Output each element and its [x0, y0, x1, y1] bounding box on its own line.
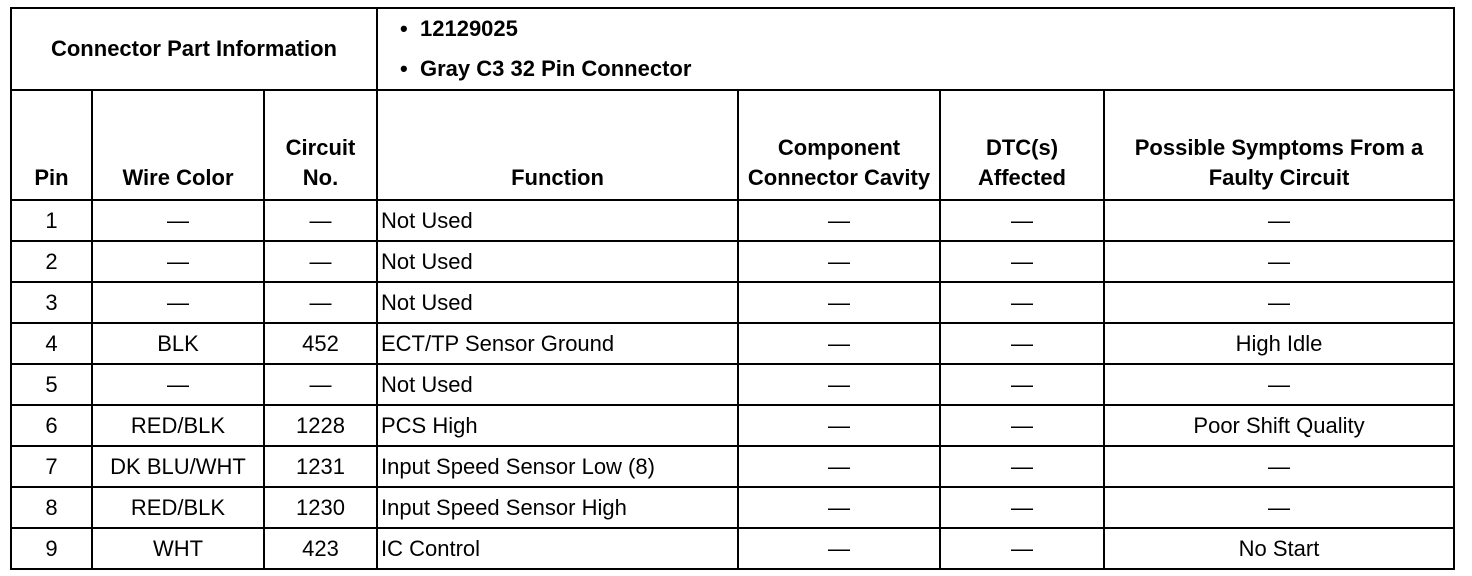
- table-row: [11, 241, 1454, 282]
- cell-circuit-no: —: [264, 200, 377, 241]
- cell-dtc: —: [940, 528, 1104, 569]
- table-row: [11, 528, 1454, 569]
- cell-pin: 6: [11, 405, 92, 446]
- connector-info-label: Connector Part Information: [11, 8, 377, 90]
- header-function: Function: [377, 90, 738, 200]
- cell-wire-color: —: [92, 241, 264, 282]
- cell-circuit-no: 423: [264, 528, 377, 569]
- cell-symptoms: —: [1104, 282, 1454, 323]
- cell-wire-color: WHT: [92, 528, 264, 569]
- cell-pin: 4: [11, 323, 92, 364]
- cell-dtc: —: [940, 364, 1104, 405]
- cell-dtc: —: [940, 405, 1104, 446]
- cell-component-cavity: —: [738, 364, 940, 405]
- header-circuit-no: Circuit No.: [264, 90, 377, 200]
- cell-symptoms: —: [1104, 446, 1454, 487]
- pin-table: [10, 89, 1455, 570]
- cell-circuit-no: 1228: [264, 405, 377, 446]
- cell-dtc: —: [940, 241, 1104, 282]
- cell-component-cavity: —: [738, 282, 940, 323]
- connector-description: • Gray C3 32 Pin Connector: [420, 49, 1453, 89]
- cell-pin: 3: [11, 282, 92, 323]
- cell-pin: 8: [11, 487, 92, 528]
- cell-dtc: —: [940, 446, 1104, 487]
- cell-wire-color: BLK: [92, 323, 264, 364]
- cell-function: PCS High: [377, 405, 738, 446]
- cell-component-cavity: —: [738, 405, 940, 446]
- cell-wire-color: —: [92, 200, 264, 241]
- table-row: [11, 323, 1454, 364]
- header-dtc: DTC(s) Affected: [940, 90, 1104, 200]
- cell-function: ECT/TP Sensor Ground: [377, 323, 738, 364]
- cell-pin: 2: [11, 241, 92, 282]
- cell-dtc: —: [940, 200, 1104, 241]
- header-symptoms: Possible Symptoms From a Faulty Circuit: [1104, 90, 1454, 200]
- connector-document: [10, 7, 1453, 570]
- cell-component-cavity: —: [738, 528, 940, 569]
- connector-info-values: [377, 8, 1454, 90]
- cell-dtc: —: [940, 487, 1104, 528]
- cell-wire-color: —: [92, 282, 264, 323]
- cell-function: Not Used: [377, 364, 738, 405]
- cell-function: Input Speed Sensor High: [377, 487, 738, 528]
- table-row: [11, 405, 1454, 446]
- cell-component-cavity: —: [738, 200, 940, 241]
- cell-pin: 5: [11, 364, 92, 405]
- cell-circuit-no: —: [264, 364, 377, 405]
- cell-symptoms: —: [1104, 200, 1454, 241]
- cell-function: Not Used: [377, 282, 738, 323]
- cell-wire-color: DK BLU/WHT: [92, 446, 264, 487]
- cell-wire-color: RED/BLK: [92, 405, 264, 446]
- table-row: [11, 282, 1454, 323]
- cell-dtc: —: [940, 323, 1104, 364]
- cell-pin: 1: [11, 200, 92, 241]
- header-component-cavity: Component Connector Cavity: [738, 90, 940, 200]
- table-row: [11, 446, 1454, 487]
- pin-table-header-row: [11, 90, 1454, 200]
- cell-component-cavity: —: [738, 241, 940, 282]
- cell-symptoms: —: [1104, 241, 1454, 282]
- table-row: [11, 487, 1454, 528]
- cell-symptoms: High Idle: [1104, 323, 1454, 364]
- cell-function: Not Used: [377, 200, 738, 241]
- cell-function: Not Used: [377, 241, 738, 282]
- cell-dtc: —: [940, 282, 1104, 323]
- cell-circuit-no: —: [264, 241, 377, 282]
- table-row: [11, 200, 1454, 241]
- cell-component-cavity: —: [738, 323, 940, 364]
- cell-circuit-no: 452: [264, 323, 377, 364]
- connector-part-number: • 12129025: [420, 9, 1453, 49]
- connector-info-list: [420, 9, 1453, 89]
- table-row: [11, 364, 1454, 405]
- pin-table-body: [11, 200, 1454, 569]
- cell-wire-color: RED/BLK: [92, 487, 264, 528]
- cell-circuit-no: —: [264, 282, 377, 323]
- cell-symptoms: No Start: [1104, 528, 1454, 569]
- cell-pin: 7: [11, 446, 92, 487]
- cell-component-cavity: —: [738, 487, 940, 528]
- cell-symptoms: —: [1104, 487, 1454, 528]
- header-pin: Pin: [11, 90, 92, 200]
- cell-symptoms: —: [1104, 364, 1454, 405]
- header-wire-color: Wire Color: [92, 90, 264, 200]
- cell-circuit-no: 1230: [264, 487, 377, 528]
- cell-function: Input Speed Sensor Low (8): [377, 446, 738, 487]
- connector-info-row: [11, 8, 1454, 90]
- cell-component-cavity: —: [738, 446, 940, 487]
- cell-circuit-no: 1231: [264, 446, 377, 487]
- cell-function: IC Control: [377, 528, 738, 569]
- cell-wire-color: —: [92, 364, 264, 405]
- cell-symptoms: Poor Shift Quality: [1104, 405, 1454, 446]
- cell-pin: 9: [11, 528, 92, 569]
- connector-info-table: [10, 7, 1455, 91]
